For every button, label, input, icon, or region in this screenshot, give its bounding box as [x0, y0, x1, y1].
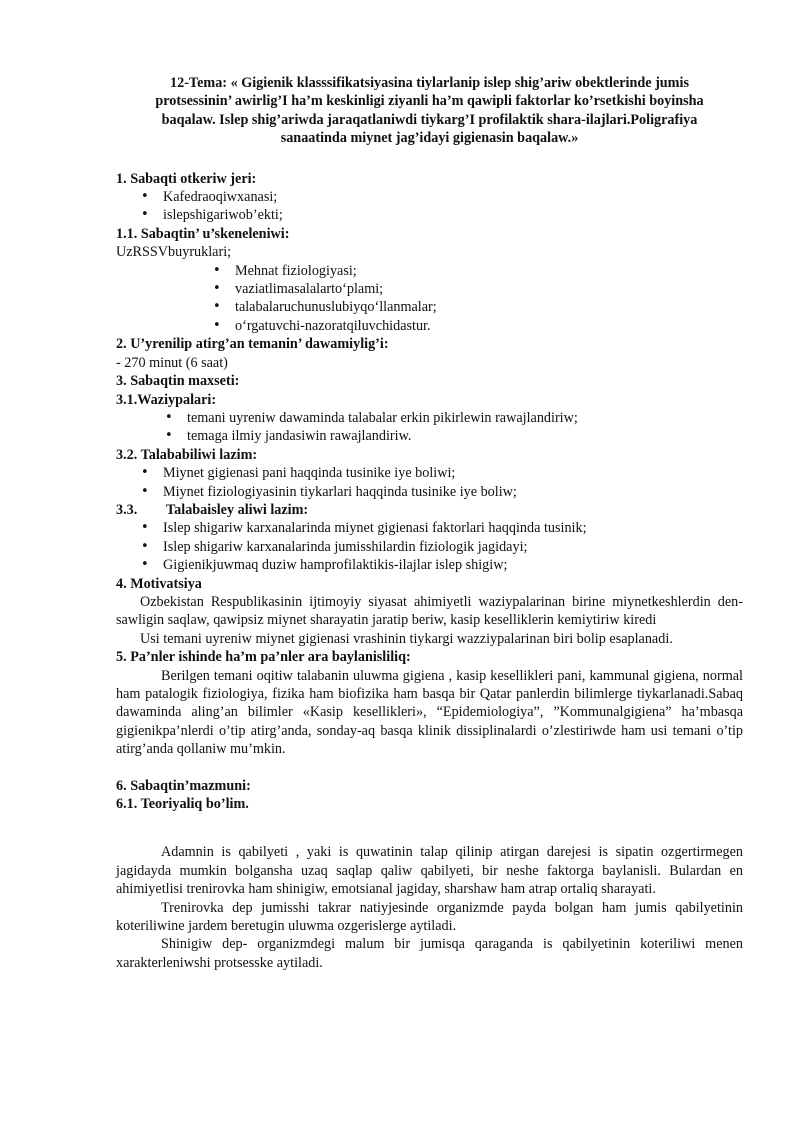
list-item: • islepshigariwob’ekti; [163, 206, 743, 224]
section-4-heading: 4. Motivatsiya [116, 575, 202, 592]
section-6-paragraph-2: Trenirovka dep jumisshi takrar natiyjesinde organizmde payda bolgan ham jumis qabilyetinin koteriliwine jardem beretugin uluwma ozgerislerge aytiladi. [116, 899, 743, 935]
section-1-1-list [116, 262, 743, 336]
section-3-3-list [116, 519, 743, 574]
section-1-list [116, 188, 743, 225]
section-2-heading: 2. U’yrenilip atirg’an temanin’ dawamiylig’i: [116, 336, 389, 353]
list-item: • Miynet gigienasi pani haqqinda tusinike iye boliwi; [163, 464, 743, 482]
list-item: • Kafedraoqiwxanasi; [163, 188, 743, 206]
list-item: • talabalaruchunuslubiyqo‘llanmalar; [235, 298, 743, 316]
section-1-1-heading: 1.1. Sabaqtin’ u’skeneleniwi: [116, 225, 290, 242]
section-5-heading: 5. Pa’nler ishinde ha’m pa’nler ara baylanisliliq: [116, 649, 411, 666]
section-3-3-title: Talabaisley aliwi lazim: [166, 501, 309, 518]
section-6-1-heading: 6.1. Teoriyaliq bo’lim. [116, 796, 249, 813]
section-1-1-line: UzRSSVbuyruklari; [116, 244, 232, 261]
section-3-3-heading [116, 501, 743, 519]
section-3-1-heading: 3.1.Waziypalari: [116, 391, 217, 408]
section-3-heading: 3. Sabaqtin maxseti: [116, 373, 240, 390]
section-5-paragraph: Berilgen temani oqitiw talabanin uluwma gigiena , kasip kesellikleri pani, kammunal gigiena, normal ham patalogik fiziologiya, fizika ham biofizika ham basqa bir Qatar panlerdin bilimlerge tiykarlanadi.Sabaq dawaminda aling’an bilimler «Kasip kesellikleri», “Epidemiologiya”, ”Kommunalgigiena” ha’mbasqa gigienikpa’nlerdi o’tip atirg’anda, sonday-aq basqa klinik dissiplinalardi o’zlestiriwde ham usi temani o’tip atirg’anda qollaniw mu’mkin. [116, 667, 743, 758]
document-title: 12-Tema: « Gigienik klasssifikatsiyasina tiylarlanip islep shig’ariw obektlerinde jumis protsessinin’ awirlig’I ha’m keskinligi ziyanli ha’m qawipli faktorlar ko’rsetkishi boyinsha baqalaw. Islep shig’ariwda jaraqatlaniwdi tiykarg’I profilaktik shara-ilajlari.Poligrafiya sanaatinda miynet jag’idayi gigienasin baqalaw.» [155, 75, 704, 147]
spacer [116, 813, 743, 843]
section-3-2-list [116, 464, 743, 501]
document-page [116, 74, 743, 972]
section-4-paragraph-2: Usi temani uyreniw miynet gigienasi vrashinin tiykargi wazziypalarinan biri bolip esaplanadi. [140, 630, 673, 647]
list-item: • temani uyreniw dawaminda talabalar erkin pikirlewin rawajlandiriw; [187, 409, 743, 427]
section-3-3-number: 3.3. [116, 501, 138, 518]
section-4-paragraph-1: Ozbekistan Respublikasinin ijtimoyiy siyasat ahimiyetli waziypalarinan birine miynetkeshlerdin den-sawligin saqlaw, qawipsiz miynet sharayatin jaratip beriw, kasip keselliklerin kemiytiriw kiredi [116, 593, 743, 629]
section-6-heading: 6. Sabaqtin’mazmuni: [116, 777, 251, 794]
list-item: • temaga ilmiy jandasiwin rawajlandiriw. [187, 427, 743, 445]
spacer [116, 759, 743, 777]
list-item: • vaziatlimasalalarto‘plami; [235, 280, 743, 298]
list-item: • Islep shigariw karxanalarinda jumisshilardin fiziologik jagidayi; [163, 538, 743, 556]
list-item: • o‘rgatuvchi-nazoratqiluvchidastur. [235, 317, 743, 335]
section-6-paragraph-1: Adamnin is qabilyeti , yaki is quwatinin talap qilinip atirgan darejesi is sipatin ozgertirmegen jagidayda mumkin bolgansha uzaq saqlap qaliw qabilyeti, bir neshe faktorga baylanisli. Bulardan en ahimiyetlisi trenirovka ham shinigiw, emotsianal jagiday, sharshaw ham atrap ortaliq sharayati. [116, 844, 743, 898]
section-1-heading: 1. Sabaqti otkeriw jeri: [116, 170, 257, 187]
section-2-duration: - 270 minut (6 saat) [116, 354, 228, 371]
section-6-paragraph-3: Shinigiw dep- organizmdegi malum bir jumisqa qaraganda is qabilyetinin koteriliwi menen xarakterleniwshi protsesske aytiladi. [116, 936, 743, 971]
section-3-1-list [116, 409, 743, 446]
section-3-2-heading: 3.2. Talababiliwi lazim: [116, 446, 258, 463]
list-item: • Gigienikjuwmaq duziw hamprofilaktikis-ilajlar islep shigiw; [163, 556, 743, 574]
list-item: • Islep shigariw karxanalarinda miynet gigienasi faktorlari haqqinda tusinik; [163, 519, 743, 537]
list-item: • Miynet fiziologiyasinin tiykarlari haqqinda tusinike iye boliw; [163, 483, 743, 501]
list-item: • Mehnat fiziologiyasi; [235, 262, 743, 280]
